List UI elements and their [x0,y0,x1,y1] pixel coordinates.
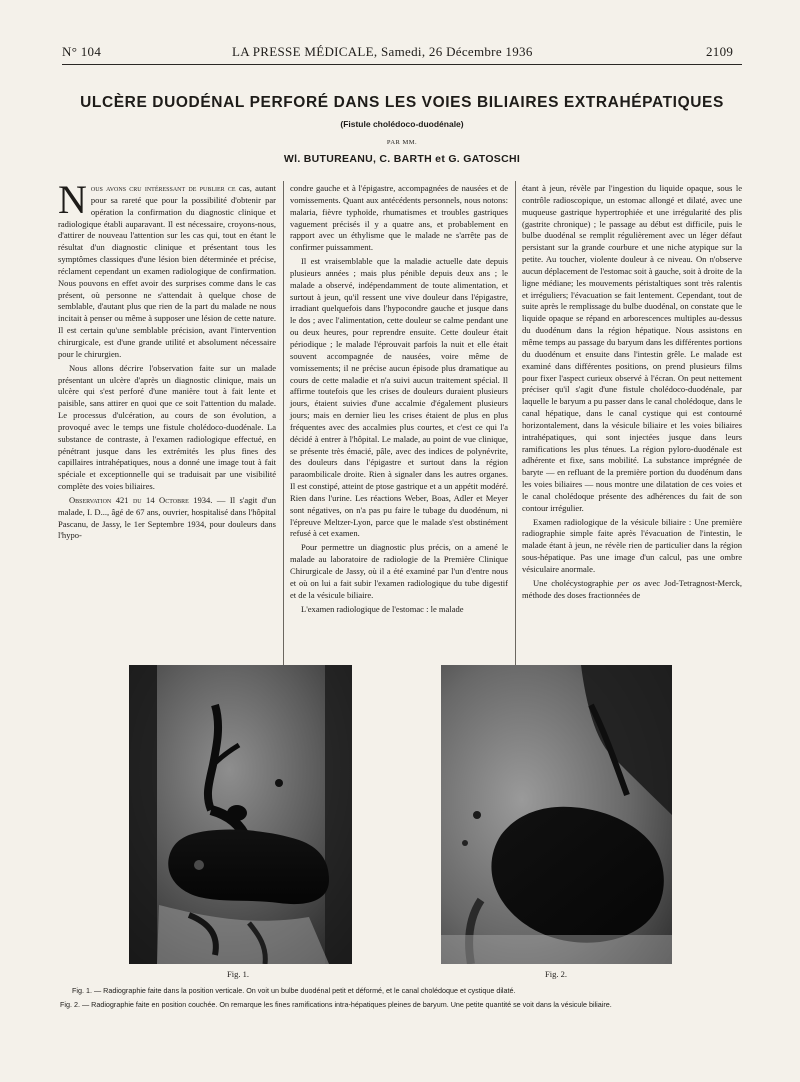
figure-1-caption: Fig. 1. — Radiographie faite dans la position verticale. On voit un bulbe duodénal petit et déformé, et le canal cholédoque et cystique dilaté. [72,986,516,995]
article-subtitle: (Fistule cholédoco-duodénale) [340,119,464,129]
observation-label: Observation 421 du 14 Octobre 1934. [69,494,213,505]
radiograph-1-image [129,665,352,964]
text-column-3 [522,183,742,604]
radiograph-2-image [441,665,672,964]
radiograph-figure-1 [129,665,352,964]
paragraph-lead: Une cholécystographie [533,577,614,588]
text-column-2 [290,183,508,617]
radiograph-figure-2 [441,665,672,964]
paragraph: Examen radiologique de la vésicule biliaire : Une première radiographie simple faite après l'évacuation de l'intestin, le malade étant à jeun, ne révèle rien de particulier dans la région sous-hépatique. Pas une image d'un calcul, pas une ombre vésiculaire anormale. [522,516,742,574]
page-number: 2109 [706,44,734,59]
figure-2-label: Fig. 2. [545,969,567,979]
paragraph: L'examen radiologique de l'estomac : le malade [301,603,464,614]
figure-1-label: Fig. 1. [227,969,249,979]
column-separator-1 [283,181,284,695]
article-authors: Wl. BUTUREANU, C. BARTH et G. GATOSCHI [283,153,521,165]
paragraph: Il est vraisemblable que la maladie actuelle date depuis plusieurs années ; mais plus pénible depuis deux ans ; le malade a observé, indépendamment de toute alimentation, et surtout à jeun, qu'il ressent une vive douleur dans l'épigastre, irradiant quelquefois dans l'hypocondre gauche et jusque dans le dos ; avec l'alimentation, cette douleur se calme pendant une ou deux heures, pour reprendre ensuite. Cette douleur était périodique ; le malade l'éprouvait parfois la nuit et elle était souvent accompagnée de nausées, voire même de vomissements; il ne précise aucun épisode plus dramatique au cours de cette maladie et n'a suivi aucun traitement spécial. Il affirme toutefois que les crises de douleurs duraient plusieurs jours, étaient suivies d'une accalmie d'également plusieurs jours; mais en dernier lieu les crises étaient de plus en plus fréquentes avec des accalmies plus courtes, et c'est ce qui l'a décidé à entrer à l'hôpital. Le malade, au point de vue clinique, se présente très émacié, pâle, avec des indices de polynévrite, des douleurs dans l'épigastre et surtout dans la région paraombilicale droite. Rien à signaler dans les autres organes. Il est constipé, atteint de ptose gastrique et a un appétit modéré. Rien dans l'urine. Les réactions Weber, Boas, Adler et Meyer sont négatives, on n'a pas pu faire le tubage du duodénum, ni l'épreuve Meltzer-Lyon, parce que le malade s'est obstinément refusé à cet examen. [290,256,508,539]
intro-lead: ous avons cru intéressant de publier ce [90,183,236,193]
intro-text: cas, autant pour sa rareté que pour la possibilité d'obtenir par opération la confirmation du diagnostic clinique et radiologique établi auparavant. Il est nécessaire, croyons-nous, d'attirer de nouveau l'attention sur les cas qui, tout en étant le résultat d'un diagnostic clinique et présentant tous les symptômes classiques d'une lésion bien déterminée et précise, réclament cependant un examen radiologique de confirmation. Nous pouvons en effet avoir des surprises comme dans le cas présent, où personne ne s'attendait à quelque chose de semblable, d'autant plus que rien de la part du malade ne nous incitait à penser ou même à supposer une lésion de cette nature. Il est certain qu'une semblable précision, avant l'intervention chirurgicale, est d'une grande utilité et absolument nécessaire pour le chirurgien. [58,183,277,359]
header-rule [62,64,742,65]
paragraph: Nous allons décrire l'observation faite sur un malade présentant un ulcère d'après un diagnostic clinique, mais un ulcère qui s'est perforé d'une manière tout à fait lente et paisible, sans attirer en quoi que ce soit l'attention du malade. Le processus d'ulcération, au cours de son évolution, a provoqué avec le temps une fistule cholédoco-duodénale. La substance de contraste, à l'examen radiologique effectué, en pénétrant jusque dans les extrémités les plus fines des capillaires intrahépatiques, nous a donné une image tout à fait spéciale et exceptionnelle qui se traduisait par une visibilité complète des voies biliaires. [58,362,276,492]
issue-number: N° 104 [62,44,102,59]
column-separator-2 [515,181,516,695]
article-title: ULCÈRE DUODÉNAL PERFORÉ DANS LES VOIES BILIAIRES EXTRAHÉPATIQUES [80,94,724,111]
paragraph: condre gauche et à l'épigastre, accompagnées de nausées et de vomissements. Quant aux antécédents personnels, nous notons: malaria, fièvre typhoïde, rhumatismes et troubles gastriques vaguement précisés il y a quatre ans, et probablement en rapport avec un éthylisme que le malade ne s'arrête pas de confirmer puissamment. [290,183,508,253]
byline-prefix: PAR MM. [386,139,418,146]
observation-text: — Il s'agit d'un malade, I. D..., âgé de 67 ans, ouvrier, hospitalisé dans l'hôpital Pascanu, de Jassy, le 1er Septembre 1934, pour douleurs dans l'hypo- [58,494,276,541]
observation-paragraph [58,495,276,542]
drop-cap: N [58,177,87,222]
paragraph-text: avec Jod-Tetragnost-Merck, méthode des doses fractionnées de [522,577,742,600]
italic-term: per os [617,577,641,588]
intro-paragraph [58,177,277,361]
text-column-1 [58,177,277,544]
issue-date: Samedi, 26 Décembre 1936 [381,44,533,59]
paragraph [522,578,742,602]
journal-title: LA PRESSE MÉDICALE, [232,44,378,59]
figure-2-caption: Fig. 2. — Radiographie faite en position couchée. On remarque les fines ramifications intra-hépatiques pleines de baryum. Une petite quantité se voit dans la vésicule biliaire. [60,1000,612,1009]
paragraph: Pour permettre un diagnostic plus précis, on a amené le malade au laboratoire de radiologie de la Première Clinique Chirurgicale de Jassy, où il a été examiné par l'un d'entre nous et où on lui a fait subir l'examen radiologique du tube digestif et de la vésicule biliaire. [290,542,508,600]
paragraph: étant à jeun, révèle par l'ingestion du liquide opaque, sous le contrôle radioscopique, un estomac allongé et dilaté, avec une muqueuse gastrique hypertrophiée et une irrégularité des plis (gastrite chronique) ; le passage au début est difficile, puis le bulbe duodénal se remplit régulièrement avec un léger défaut persistant sur la grande courbure et une niche atypique sur la petite. Au toucher, violente douleur à ce niveau. On n'observe aucun déplacement de l'estomac soit à gauche, soit à droite de la ligne médiane; les mouvements péristaltiques sont très ralentis et irréguliers; l'évacuation se fait lentement. Cependant, tout de suite après le remplissage du bulbe duodénal, on constate que le liquide opaque se répand en arborescences multiples au-dessus du duodénum dans la région hépatique. Nous assistons en même temps au passage du baryum dans les différentes portions du duodénum et ensuite dans l'intestin grêle. Le malade est examiné dans différentes positions, on prend plusieurs films pour fixer l'aspect curieux observé à l'écran. On peut nettement préciser qu'il s'agit d'une fistule cholédoco-duodénale, par laquelle le baryum a pu passer dans le canal cholédoque, dans le canal hépatique, dans le canal cystique qui est contourné horizontalement, dans la vésicule biliaire et les voies biliaires intrahépatiques, qui sont injectées jusque dans leurs ramifications les plus ténues. La région pyloro-duodénale est adhérente et fixe, sans mobilité. La substance imprégnée de baryte — en refluant de la première portion du duodénum dans les voies biliaires — nous montre une dilatation de ces voies et le canal cholédoque présente des adhérences du fait de son contour irrégulier. [522,183,742,513]
journal-name [232,44,533,60]
